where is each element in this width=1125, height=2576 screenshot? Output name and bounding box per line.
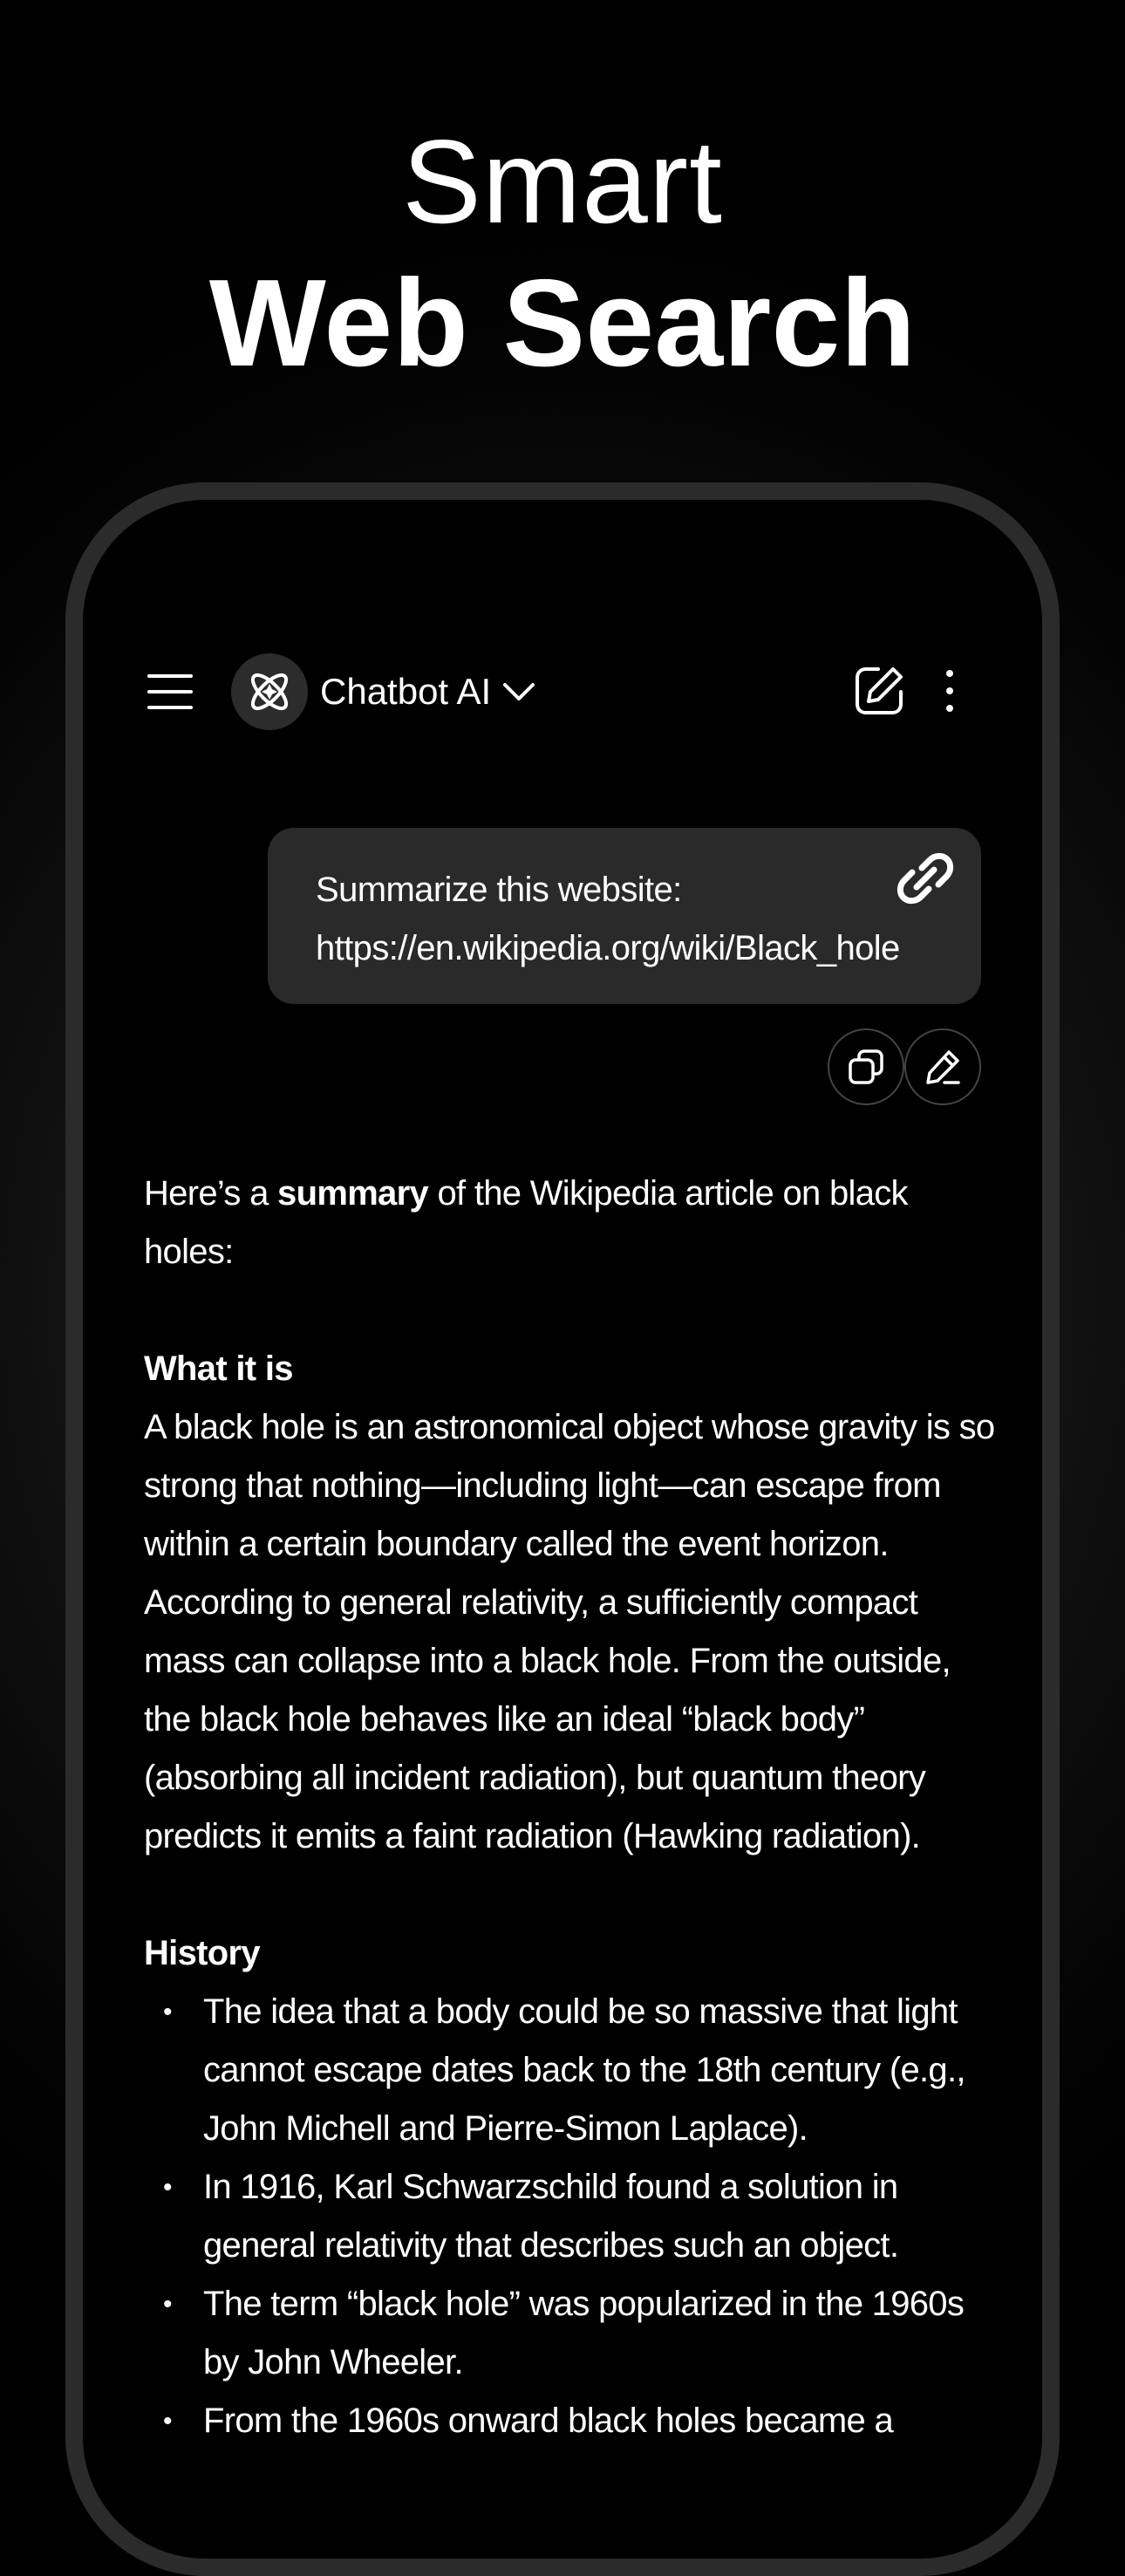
headline-web-search: Web Search xyxy=(208,254,917,393)
atom-logo-icon xyxy=(243,666,296,718)
history-list xyxy=(144,1983,999,2450)
more-options-button[interactable] xyxy=(932,662,967,720)
edit-icon xyxy=(922,1046,964,1088)
copy-button[interactable] xyxy=(828,1028,904,1105)
menu-button[interactable] xyxy=(144,666,196,718)
section-heading-history: History xyxy=(144,1934,260,1972)
model-name: Chatbot AI xyxy=(320,671,492,712)
section-heading-what-it-is: What it is xyxy=(144,1349,293,1388)
phone-frame xyxy=(65,482,1060,2576)
user-message-url: https://en.wikipedia.org/wiki/Black_hole xyxy=(316,929,900,967)
model-selector[interactable] xyxy=(320,666,536,718)
copy-icon xyxy=(845,1046,887,1088)
section-body-what-it-is: A black hole is an astronomical object whose gravity is so strong that nothing—including light—can escape from within a certain boundary called the event horizon. According to general relativity, a sufficiently compact mass can collapse into a black hole. From the outside, the black hole behaves like an ideal “black body” (absorbing all incident radiation), but quantum theory predicts it emits a faint radiation (Hawking radiation). xyxy=(144,1408,995,1855)
list-item: • The idea that a body could be so massive that light cannot escape dates back to the 18th century (e.g., John Michell and Pierre-Simon Laplace). xyxy=(163,1992,965,2148)
list-item: • From the 1960s onward black holes became a xyxy=(163,2402,894,2440)
answer-intro: Here’s a summary of the Wikipedia article on black holes: xyxy=(144,1174,908,1271)
chevron-down-icon xyxy=(501,680,536,703)
user-message-line1: Summarize this website: xyxy=(316,871,682,909)
headline-smart: Smart xyxy=(402,115,723,248)
list-item: • The term “black hole” was popularized in the 1960s by John Wheeler. xyxy=(163,2285,965,2381)
edit-message-button[interactable] xyxy=(904,1028,981,1105)
list-item: • In 1916, Karl Schwarzschild found a solution in general relativity that describes such an object. xyxy=(163,2168,899,2265)
new-chat-button[interactable] xyxy=(850,662,908,720)
chat-screen xyxy=(83,500,1042,2559)
menu-icon xyxy=(146,671,194,713)
link-icon xyxy=(892,845,958,912)
user-message-bubble xyxy=(268,828,981,1004)
more-vertical-icon xyxy=(944,669,955,713)
model-logo xyxy=(231,653,308,730)
new-chat-icon xyxy=(852,664,906,718)
assistant-answer xyxy=(144,1165,999,2450)
